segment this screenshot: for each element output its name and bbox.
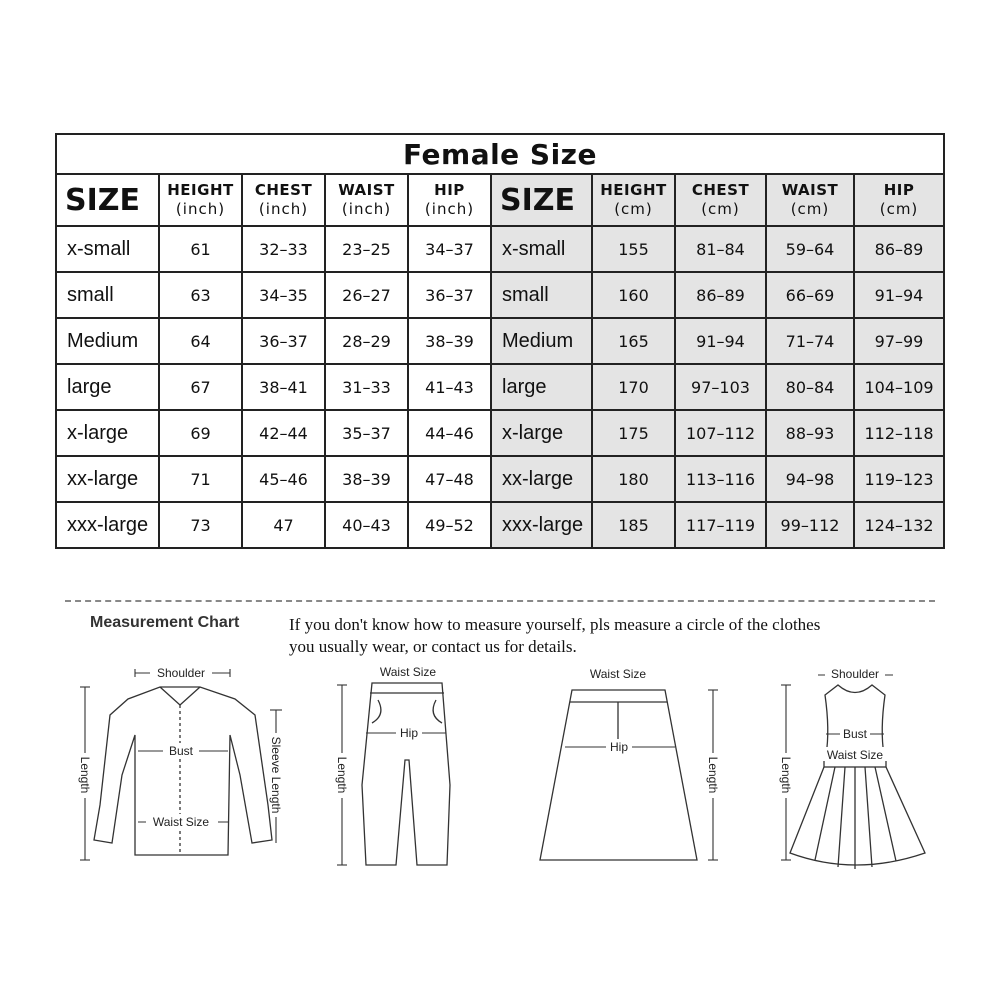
hip-inch: 41–43	[408, 364, 491, 410]
measurement-note: If you don't know how to measure yourself, pls measure a circle of the clothes you usually wear, or contact us for details.	[289, 615, 821, 656]
chest-cm: 91–94	[675, 318, 766, 364]
skirt-waist-label: Waist Size	[589, 667, 647, 681]
waist-cm: 88–93	[766, 410, 854, 456]
dress-waist-label: Waist Size	[826, 748, 884, 762]
pants-waist-label: Waist Size	[379, 665, 437, 679]
size-label: xxx-large	[56, 502, 159, 548]
pants-hip-label: Hip	[399, 726, 419, 740]
waist-inch: 35–37	[325, 410, 408, 456]
height-cm: 160	[592, 272, 675, 318]
chest-cm: 107–112	[675, 410, 766, 456]
table-row	[56, 364, 944, 410]
dress-length-label: Length	[779, 756, 793, 794]
hip-inch: 36–37	[408, 272, 491, 318]
waist-cm: 59–64	[766, 226, 854, 272]
chest-inch-header: CHEST (inch)	[242, 174, 325, 226]
waist-inch: 31–33	[325, 364, 408, 410]
hip-cm: 119–123	[854, 456, 944, 502]
skirt-hip-label: Hip	[609, 740, 629, 754]
hip-inch-header: HIP (inch)	[408, 174, 491, 226]
dress-diagram	[779, 667, 925, 869]
chest-cm: 86–89	[675, 272, 766, 318]
waist-cm: 80–84	[766, 364, 854, 410]
measurement-diagrams	[0, 655, 1000, 885]
table-header-row	[56, 174, 944, 226]
table-row	[56, 502, 944, 548]
shirt-diagram	[78, 665, 284, 860]
table-row	[56, 456, 944, 502]
waist-inch: 23–25	[325, 226, 408, 272]
height-inch: 67	[159, 364, 242, 410]
height-cm: 165	[592, 318, 675, 364]
height-cm: 180	[592, 456, 675, 502]
height-cm: 155	[592, 226, 675, 272]
hip-cm: 91–94	[854, 272, 944, 318]
pants-length-label: Length	[335, 756, 349, 794]
chest-cm: 117–119	[675, 502, 766, 548]
hip-inch: 38–39	[408, 318, 491, 364]
waist-inch: 38–39	[325, 456, 408, 502]
hip-cm: 97–99	[854, 318, 944, 364]
height-inch: 69	[159, 410, 242, 456]
table-title: Female Size	[56, 134, 944, 174]
chest-inch: 36–37	[242, 318, 325, 364]
pants-diagram	[335, 665, 450, 865]
hip-inch: 47–48	[408, 456, 491, 502]
waist-inch-header: WAIST (inch)	[325, 174, 408, 226]
section-divider	[65, 600, 935, 602]
shirt-shoulder-label: Shoulder	[156, 666, 206, 680]
size-label-cm: xx-large	[491, 456, 592, 502]
size-table	[55, 133, 945, 549]
chest-cm: 81–84	[675, 226, 766, 272]
waist-inch: 26–27	[325, 272, 408, 318]
dress-shoulder-label: Shoulder	[830, 667, 880, 681]
chest-inch: 47	[242, 502, 325, 548]
height-cm: 175	[592, 410, 675, 456]
hip-cm: 104–109	[854, 364, 944, 410]
chest-cm: 113–116	[675, 456, 766, 502]
height-cm-header: HEIGHT (cm)	[592, 174, 675, 226]
hip-cm: 112–118	[854, 410, 944, 456]
chest-inch: 42–44	[242, 410, 325, 456]
size-label-cm: xxx-large	[491, 502, 592, 548]
chest-inch: 38–41	[242, 364, 325, 410]
height-inch-header: HEIGHT (inch)	[159, 174, 242, 226]
hip-inch: 34–37	[408, 226, 491, 272]
size-header-inch: SIZE	[56, 174, 159, 226]
waist-cm: 66–69	[766, 272, 854, 318]
measurement-chart-title: Measurement Chart	[90, 614, 240, 631]
hip-cm: 86–89	[854, 226, 944, 272]
size-label-cm: x-large	[491, 410, 592, 456]
waist-cm: 94–98	[766, 456, 854, 502]
size-label: xx-large	[56, 456, 159, 502]
table-row	[56, 318, 944, 364]
shirt-bust-label: Bust	[168, 744, 194, 758]
size-label: Medium	[56, 318, 159, 364]
chest-inch: 32–33	[242, 226, 325, 272]
size-header-cm: SIZE	[491, 174, 592, 226]
dress-bust-label: Bust	[842, 727, 868, 741]
height-inch: 64	[159, 318, 242, 364]
shirt-sleeve-label: Sleeve Length	[269, 736, 283, 814]
size-label: x-large	[56, 410, 159, 456]
height-inch: 71	[159, 456, 242, 502]
size-label: x-small	[56, 226, 159, 272]
size-label: small	[56, 272, 159, 318]
height-cm: 170	[592, 364, 675, 410]
waist-inch: 28–29	[325, 318, 408, 364]
hip-inch: 44–46	[408, 410, 491, 456]
waist-cm: 99–112	[766, 502, 854, 548]
hip-cm: 124–132	[854, 502, 944, 548]
size-label-cm: small	[491, 272, 592, 318]
chest-inch: 45–46	[242, 456, 325, 502]
size-label: large	[56, 364, 159, 410]
waist-inch: 40–43	[325, 502, 408, 548]
height-inch: 61	[159, 226, 242, 272]
chest-inch: 34–35	[242, 272, 325, 318]
hip-cm-header: HIP (cm)	[854, 174, 944, 226]
waist-cm-header: WAIST (cm)	[766, 174, 854, 226]
skirt-diagram	[540, 667, 720, 860]
height-inch: 73	[159, 502, 242, 548]
skirt-length-label: Length	[706, 756, 720, 794]
size-label-cm: Medium	[491, 318, 592, 364]
chest-cm: 97–103	[675, 364, 766, 410]
height-cm: 185	[592, 502, 675, 548]
shirt-waist-label: Waist Size	[152, 815, 210, 829]
hip-inch: 49–52	[408, 502, 491, 548]
size-label-cm: large	[491, 364, 592, 410]
shirt-length-label: Length	[78, 756, 92, 794]
size-label-cm: x-small	[491, 226, 592, 272]
table-row	[56, 410, 944, 456]
table-row	[56, 226, 944, 272]
table-row	[56, 272, 944, 318]
chest-cm-header: CHEST (cm)	[675, 174, 766, 226]
waist-cm: 71–74	[766, 318, 854, 364]
height-inch: 63	[159, 272, 242, 318]
